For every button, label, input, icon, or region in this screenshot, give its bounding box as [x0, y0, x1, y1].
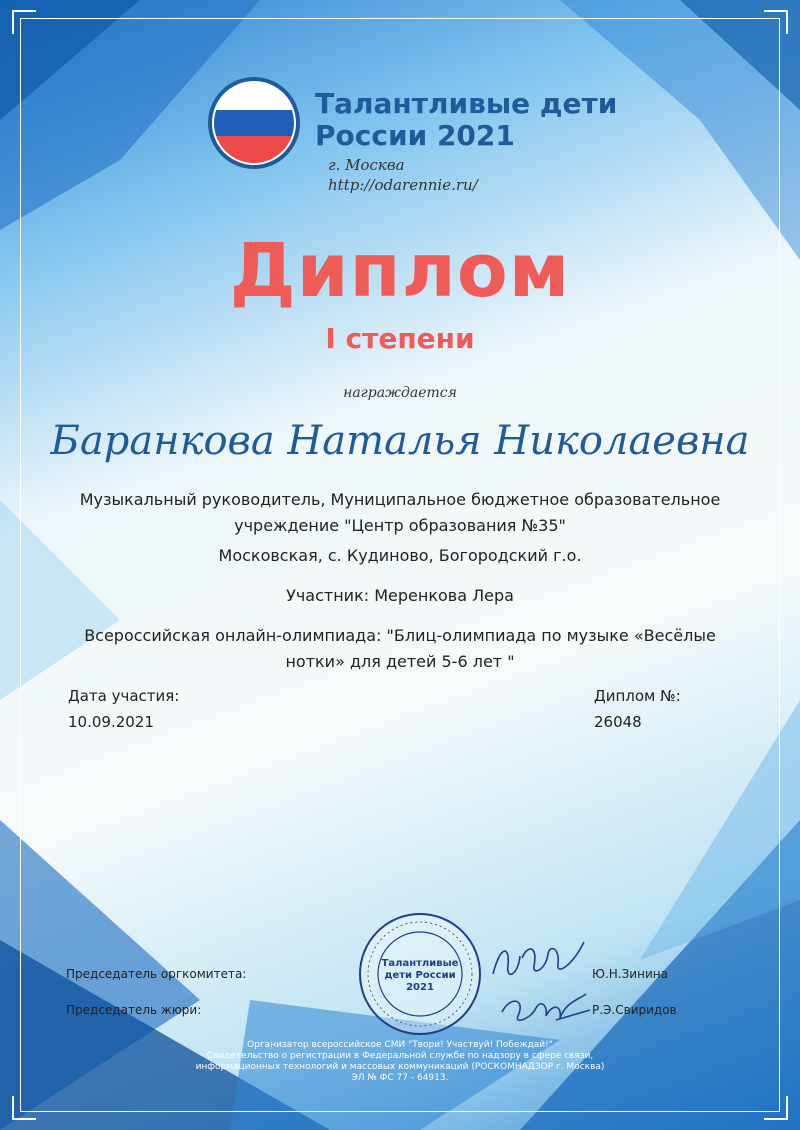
- chair-jury-label: Председатель жюри:: [66, 1003, 202, 1017]
- footer-line-2: Свидетельство о регистрации в Федеральной службе по надзору в сфере связи,: [206, 1051, 594, 1061]
- flag-logo: [207, 76, 301, 170]
- frame-corner-bottom-left: [12, 1096, 36, 1120]
- logo-title: [315, 88, 617, 152]
- city: г. Москва: [328, 156, 405, 174]
- signature-jury: [496, 990, 592, 1030]
- event-line-2: нотки» для детей 5-6 лет ": [285, 652, 515, 671]
- signature-org: [488, 936, 588, 986]
- stamp-line-3: 2021: [406, 982, 434, 993]
- footer-line-1: Организатор всероссийское СМИ "Твори! Участвуй! Побеждай!": [247, 1040, 553, 1050]
- logo-title-line1: Талантливые дети: [315, 87, 618, 120]
- diploma-number-label: Диплом №:: [594, 687, 681, 705]
- diploma-title: Диплом: [229, 228, 571, 314]
- footer-line-4: ЭЛ № ФС 77 - 64913.: [351, 1073, 449, 1083]
- awarded-caption: награждается: [343, 385, 457, 401]
- chair-org-label: Председатель оргкомитета:: [66, 967, 247, 981]
- diploma-degree: I степени: [325, 322, 475, 355]
- stamp-line-1: Талантливые: [381, 958, 459, 969]
- frame-corner-bottom-right: [764, 1096, 788, 1120]
- date-value: 10.09.2021: [68, 713, 154, 731]
- official-stamp: [358, 912, 482, 1036]
- date-label: Дата участия:: [68, 687, 180, 705]
- logo-title-line2: России 2021: [315, 119, 515, 152]
- position-line-2: учреждение "Центр образования №35": [234, 516, 566, 535]
- event-line-1: Всероссийская онлайн-олимпиада: "Блиц-олимпиада по музыке «Весёлые: [84, 626, 716, 645]
- recipient-name: Баранкова Наталья Николаевна: [50, 418, 750, 464]
- frame-corner-top-left: [12, 10, 36, 34]
- stamp-line-2: дети России: [384, 970, 456, 981]
- diploma-number-value: 26048: [594, 713, 642, 731]
- frame-corner-top-right: [764, 10, 788, 34]
- location: Московская, с. Кудиново, Богородский г.о.: [218, 546, 582, 565]
- chair-jury-name: Р.Э.Свиридов: [592, 1003, 677, 1017]
- footer-line-3: информационных технологий и массовых коммуникаций (РОСКОМНАДЗОР г. Москва): [195, 1062, 605, 1072]
- chair-org-name: Ю.Н.Зинина: [592, 967, 668, 981]
- participant: Участник: Меренкова Лера: [286, 586, 514, 605]
- site-url[interactable]: http://odarennie.ru/: [328, 176, 478, 194]
- position-line-1: Музыкальный руководитель, Муниципальное бюджетное образовательное: [79, 490, 721, 509]
- footer-organizer-info: [150, 1040, 650, 1084]
